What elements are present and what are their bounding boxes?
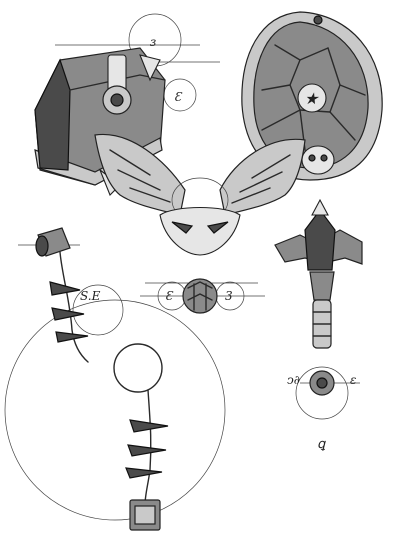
mace-glyph-right: ɛ bbox=[350, 373, 357, 387]
orb-glyph-right: 3 bbox=[225, 289, 233, 303]
book-glyph-1: ɜ bbox=[150, 35, 157, 49]
flail-glyph: S.E bbox=[80, 289, 101, 303]
mace-glyph-left: ↄ∂ bbox=[287, 373, 300, 387]
book-glyph-2: Ɛ bbox=[174, 90, 182, 104]
shield-star-icon: ★ bbox=[304, 89, 319, 108]
mace-glyph-bottom: ꝗ bbox=[317, 437, 326, 452]
chain-flail-drawing bbox=[5, 228, 225, 530]
orb-glyph-left: Ɛ bbox=[165, 289, 173, 303]
faceted-orb-drawing bbox=[140, 279, 265, 313]
winged-mask-drawing bbox=[95, 134, 305, 255]
dragon-mace-drawing bbox=[275, 200, 362, 452]
